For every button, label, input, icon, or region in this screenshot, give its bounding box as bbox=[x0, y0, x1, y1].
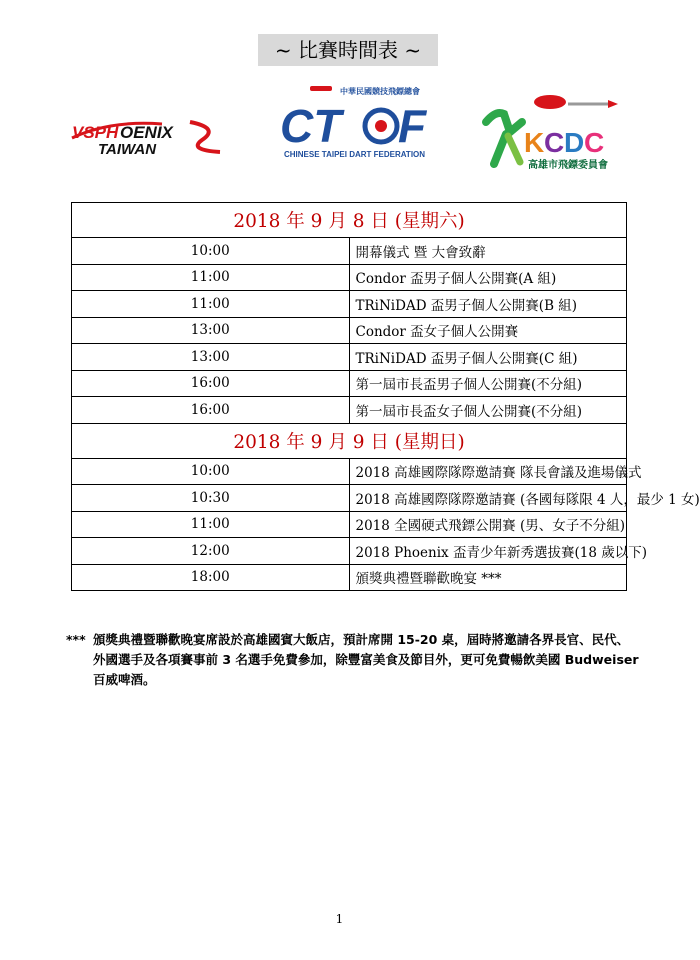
table-row bbox=[72, 458, 627, 485]
date-row bbox=[72, 203, 627, 238]
schedule-table bbox=[71, 202, 700, 591]
table-row bbox=[72, 344, 627, 371]
svg-text:F: F bbox=[398, 100, 427, 152]
event-time: 16:00 bbox=[72, 370, 350, 397]
event-desc: 第一屆市長盃男子個人公開賽(不分組) bbox=[349, 370, 627, 397]
event-time: 11:00 bbox=[72, 291, 350, 318]
table-row bbox=[72, 238, 627, 265]
svg-text:C: C bbox=[584, 127, 605, 158]
svg-text:OENIX: OENIX bbox=[120, 123, 173, 142]
svg-text:CT: CT bbox=[280, 100, 342, 152]
footnote-mark: *** bbox=[66, 632, 86, 647]
event-time: 18:00 bbox=[72, 564, 350, 591]
svg-text:D: D bbox=[564, 127, 585, 158]
svg-text:VSPH: VSPH bbox=[72, 123, 119, 142]
svg-text:TAIWAN: TAIWAN bbox=[98, 141, 157, 158]
table-row bbox=[72, 370, 627, 397]
svg-text:C: C bbox=[544, 127, 565, 158]
vsphoenix-taiwan-logo bbox=[70, 110, 230, 158]
footnote bbox=[66, 630, 640, 690]
page-title: ~ 比賽時間表 ~ bbox=[258, 34, 438, 66]
svg-text:高雄市飛鏢委員會: 高雄市飛鏢委員會 bbox=[528, 160, 608, 171]
event-time: 13:00 bbox=[72, 317, 350, 344]
footnote-text: 頒獎典禮暨聯歡晚宴席設於高雄國賓大飯店，預計席開 15-20 桌，屆時將邀請各界長官、民代、外國選手及各項賽事前 3 名選手免費參加，除豐富美食及節目外，更可免費暢飲美國 Budweiser 百威啤酒。 bbox=[93, 632, 639, 687]
event-time: 16:00 bbox=[72, 397, 350, 424]
event-desc: TRiNiDAD 盃男子個人公開賽(B 組) bbox=[349, 291, 627, 318]
event-time: 13:00 bbox=[72, 344, 350, 371]
event-desc: 頒獎典禮暨聯歡晚宴 *** bbox=[349, 564, 627, 591]
table-row bbox=[72, 291, 627, 318]
event-time: 12:00 bbox=[72, 538, 350, 565]
page-number: 1 bbox=[335, 912, 344, 926]
event-desc: Condor 盃女子個人公開賽 bbox=[349, 317, 627, 344]
event-time: 11:00 bbox=[72, 511, 350, 538]
event-desc: 開幕儀式 暨 大會致辭 bbox=[349, 238, 627, 265]
table-row bbox=[72, 564, 627, 591]
table-row bbox=[72, 397, 627, 424]
event-desc: 2018 高雄國際隊際邀請賽 (各國每隊限 4 人，最少 1 女) bbox=[349, 485, 627, 512]
event-desc: 第一屆市長盃女子個人公開賽(不分組) bbox=[349, 397, 627, 424]
table-row bbox=[72, 317, 627, 344]
event-desc: 2018 Phoenix 盃青少年新秀選拔賽(18 歲以下) bbox=[349, 538, 627, 565]
kcdc-logo bbox=[476, 92, 626, 172]
event-desc: 2018 高雄國際隊際邀請賽 隊長會議及進場儀式 bbox=[349, 458, 627, 485]
date-heading: 2018 年 9 月 8 日 (星期六) bbox=[72, 203, 627, 238]
ctdf-logo bbox=[276, 82, 436, 162]
event-time: 10:00 bbox=[72, 238, 350, 265]
table-row bbox=[72, 485, 627, 512]
svg-text:K: K bbox=[524, 127, 545, 158]
table-row bbox=[72, 511, 627, 538]
event-desc: TRiNiDAD 盃男子個人公開賽(C 組) bbox=[349, 344, 627, 371]
table-row bbox=[72, 264, 627, 291]
svg-text:中華民國競技飛鏢總會: 中華民國競技飛鏢總會 bbox=[340, 87, 420, 96]
event-time: 10:00 bbox=[72, 458, 350, 485]
date-row bbox=[72, 423, 627, 458]
event-time: 11:00 bbox=[72, 264, 350, 291]
date-heading: 2018 年 9 月 9 日 (星期日) bbox=[72, 423, 627, 458]
event-desc: Condor 盃男子個人公開賽(A 組) bbox=[349, 264, 627, 291]
table-row bbox=[72, 538, 627, 565]
svg-text:CHINESE TAIPEI DART FEDERATION: CHINESE TAIPEI DART FEDERATION bbox=[284, 150, 426, 159]
event-time: 10:30 bbox=[72, 485, 350, 512]
event-desc: 2018 全國硬式飛鏢公開賽 (男、女子不分組) bbox=[349, 511, 627, 538]
